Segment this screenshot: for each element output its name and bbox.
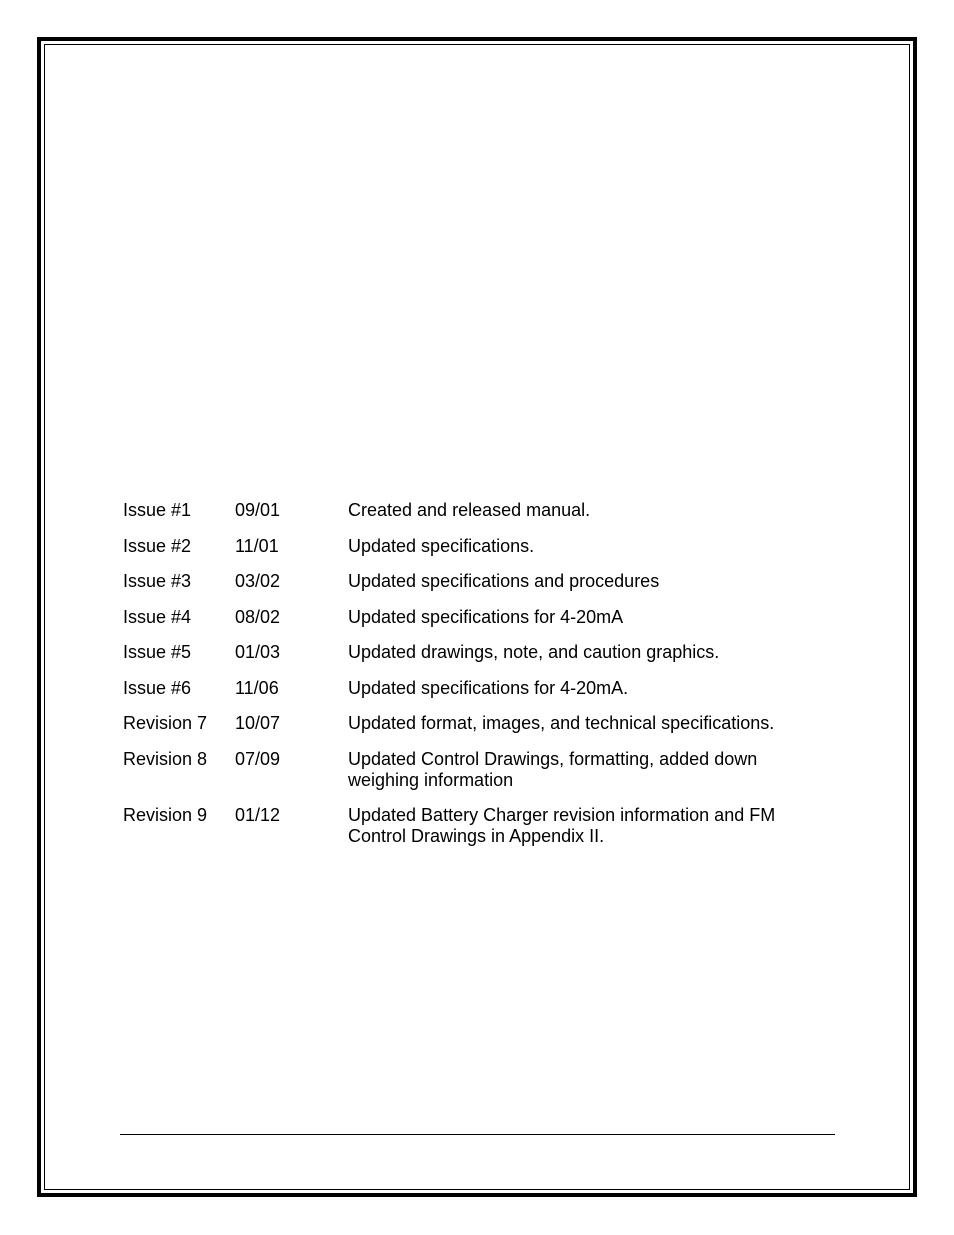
- footer-rule: [120, 1134, 835, 1135]
- revision-issue: Issue #5: [123, 642, 192, 662]
- revision-description: Updated Control Drawings, formatting, added down weighing information: [348, 748, 758, 790]
- revision-issue: Issue #2: [123, 535, 192, 556]
- revision-row: [123, 805, 823, 847]
- revision-date: 11/01: [235, 535, 279, 556]
- revision-date: 01/12: [235, 805, 281, 825]
- revision-issue: Revision 9: [123, 805, 208, 825]
- revision-issue: Revision 8: [123, 748, 208, 769]
- revision-description: Updated format, images, and technical specifications.: [348, 713, 775, 733]
- revision-row: [123, 500, 823, 521]
- revision-date: 01/03: [235, 642, 281, 662]
- revision-date: 07/09: [235, 748, 281, 769]
- revision-description: Updated specifications for 4-20mA: [348, 606, 624, 627]
- revision-issue: Revision 7: [123, 713, 208, 733]
- revision-description: Updated Battery Charger revision information and FM Control Drawings in Appendix II.: [348, 805, 776, 846]
- revision-row: [123, 678, 823, 699]
- revision-row: [123, 642, 823, 663]
- revision-description: Updated drawings, note, and caution graphics.: [348, 642, 720, 662]
- revision-history-table: [123, 500, 823, 862]
- revision-date: 08/02: [235, 606, 281, 627]
- revision-issue: Issue #3: [123, 571, 192, 591]
- revision-date: 09/01: [235, 500, 281, 520]
- revision-description: Updated specifications and procedures: [348, 571, 660, 591]
- revision-row: [123, 607, 823, 628]
- revision-date: 03/02: [235, 571, 281, 591]
- revision-date: 10/07: [235, 713, 281, 733]
- revision-issue: Issue #6: [123, 677, 192, 698]
- revision-issue: Issue #4: [123, 606, 192, 627]
- revision-description: Updated specifications.: [348, 535, 535, 556]
- revision-date: 11/06: [235, 677, 279, 698]
- revision-row: [123, 713, 823, 734]
- revision-row: [123, 749, 823, 791]
- revision-issue: Issue #1: [123, 500, 192, 520]
- revision-row: [123, 536, 823, 557]
- revision-row: [123, 571, 823, 592]
- revision-description: Updated specifications for 4-20mA.: [348, 677, 629, 698]
- revision-description: Created and released manual.: [348, 500, 591, 520]
